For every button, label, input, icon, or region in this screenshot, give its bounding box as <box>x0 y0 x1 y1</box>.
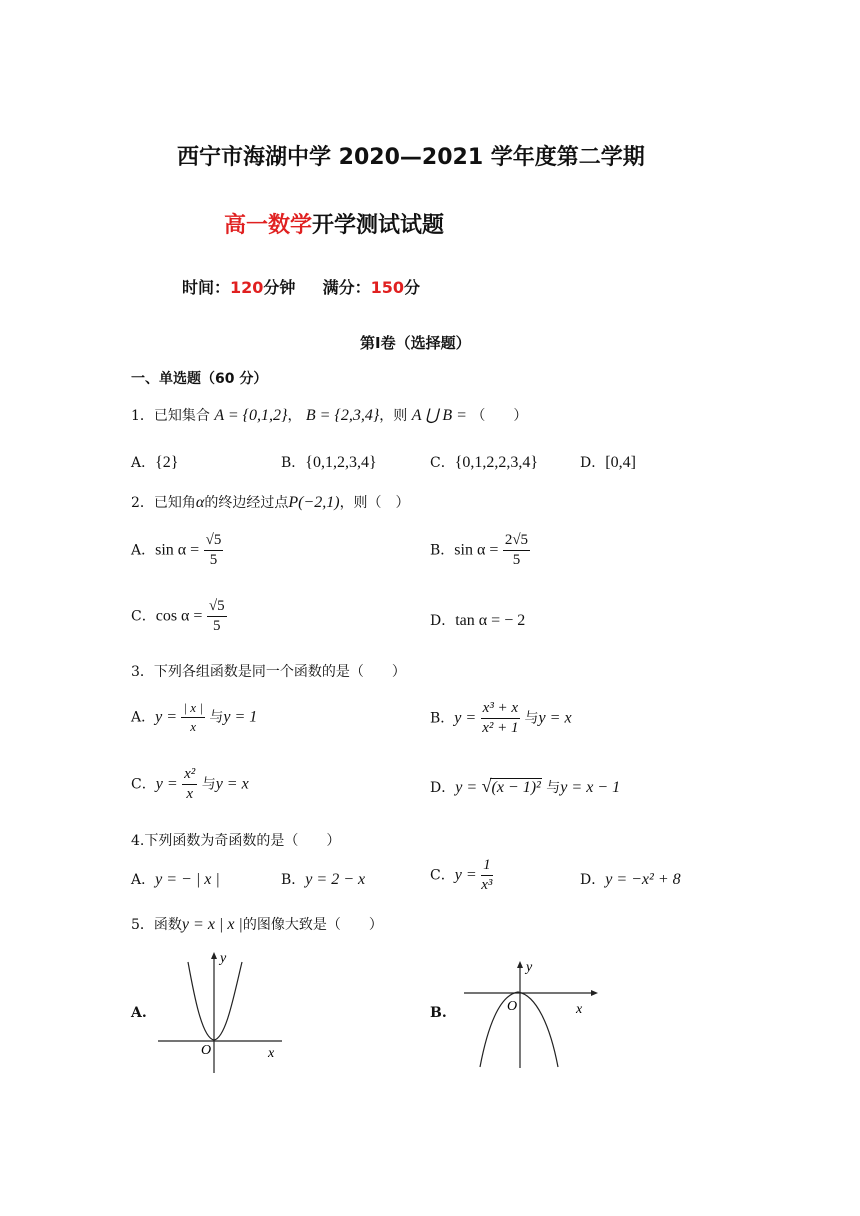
exam-school-title: 西宁市海湖中学 2020—2021 学年度第二学期 <box>177 145 645 170</box>
q1-expr: A ⋃ B = <box>411 407 467 424</box>
q5-prefix: 5．函数 <box>131 917 182 933</box>
exam-meta <box>182 275 420 298</box>
q1-option-b: B．{0,1,2,3,4} <box>281 454 377 471</box>
title-rest: 开学测试试题 <box>312 213 445 238</box>
q3-option-c: C．y = $\frac{\text{x²}}{x}$ 与y = x <box>131 766 249 802</box>
q1-prefix: 1．已知集合 <box>131 408 210 424</box>
time-value: 120 <box>230 278 264 297</box>
q5-end: 的图像大致是（ ） <box>242 917 383 933</box>
q4-option-d: D．y = −x² + 8 <box>580 871 681 888</box>
q2-alpha: α <box>195 494 205 511</box>
q2-prefix: 2．已知角 <box>131 495 196 511</box>
q4-option-a: A．y = − | x | <box>131 871 220 888</box>
q1-option-c: C．{0,1,2,2,3,4} <box>430 454 539 471</box>
q5b-axis-x: x <box>576 1002 583 1017</box>
q2-option-c: C．cos α = $\frac{√5}{5}$ <box>131 598 225 634</box>
q5a-axis-y: y <box>220 951 227 966</box>
q5a-axis-x: x <box>268 1046 275 1061</box>
volume-title: 第Ⅰ卷（选择题） <box>360 334 471 352</box>
time-unit: 分钟 <box>263 278 296 297</box>
q1-stem <box>131 405 527 425</box>
q1-comma: ， <box>287 408 302 424</box>
q5-graph-b <box>458 955 603 1070</box>
score-label: 满分： <box>322 278 371 297</box>
q5b-axis-y: y <box>526 960 533 975</box>
q1-set-a: A = {0,1,2} <box>214 407 288 424</box>
q2-mid: 的终边经过点 <box>204 495 289 511</box>
q5-expr: y = x | x | <box>181 916 243 933</box>
q2-point: P(−2,1) <box>288 494 340 511</box>
q2-option-d: D．tan α = − 2 <box>430 612 526 629</box>
q5-stem <box>131 914 383 934</box>
q5b-origin: O <box>507 999 518 1014</box>
q1-then: ，则 <box>379 408 408 424</box>
q3-option-a: A．y = $\frac{| x |}{x}$ 与y = 1 <box>131 700 258 734</box>
q5-option-a-label: A. <box>131 1005 147 1021</box>
q4-stem: 4.下列函数为奇函数的是（ ） <box>131 833 341 849</box>
q1-paren: （ ） <box>471 408 528 424</box>
time-label: 时间： <box>182 278 231 297</box>
subject-highlight: 高一数学 <box>224 213 313 238</box>
part-title: 一、单选题（60 分） <box>131 371 268 387</box>
q3-option-b: B．y = $\frac{\text{x³ + x}}{\text{x² + 1}}$ 与y = x <box>430 700 572 736</box>
q3-stem: 3．下列各组函数是同一个函数的是（ ） <box>131 664 406 680</box>
exam-subject-title <box>224 208 444 239</box>
q1-option-d: D．[0,4] <box>580 454 636 471</box>
q4-option-c: C．y = $\frac{1}{\text{x³}}$ <box>430 857 493 893</box>
score-unit: 分 <box>404 278 421 297</box>
q1-option-a: A．{2} <box>131 454 179 471</box>
q2-option-a: A．sin α = $\frac{√5}{5}$ <box>131 532 222 568</box>
score-value: 150 <box>370 278 405 297</box>
q1-set-b: B = {2,3,4} <box>305 407 380 424</box>
q5-option-b-label: B. <box>430 1005 447 1021</box>
q4-option-b: B．y = 2 − x <box>281 871 366 888</box>
q5a-origin: O <box>201 1043 212 1058</box>
q5-graph-a <box>150 950 290 1075</box>
q2-option-b: B．sin α = $\frac{2√5}{5}$ <box>430 532 529 568</box>
q2-stem <box>131 492 410 512</box>
q3-option-d: D．y = √(x − 1)² 与y = x − 1 <box>430 776 621 796</box>
q2-end: ，则（ ） <box>339 495 410 511</box>
